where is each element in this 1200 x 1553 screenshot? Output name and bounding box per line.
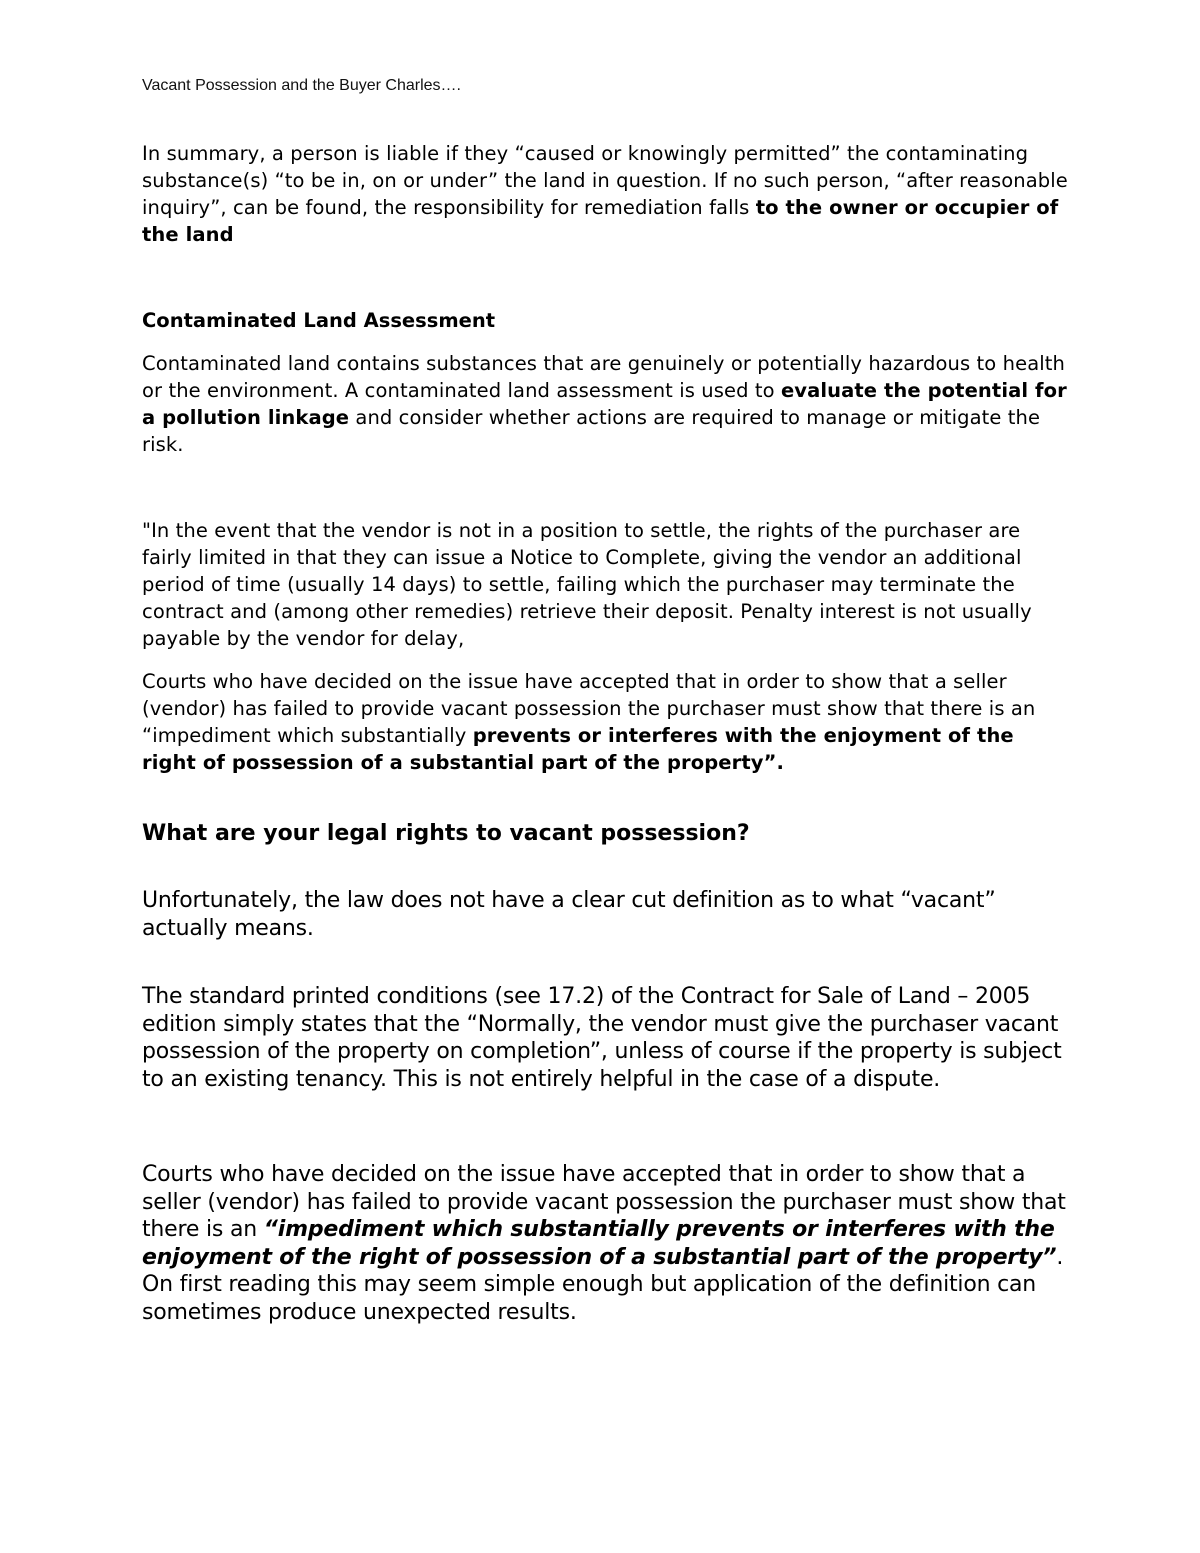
definition-paragraph: Unfortunately, the law does not have a clear cut definition as to what “vacant” actually means. xyxy=(142,888,996,941)
courts-long-text-b: . On first reading this may seem simple enough but application of the definition can sometimes produce unexpected results. xyxy=(142,1244,1064,1325)
assessment-heading: Contaminated Land Assessment xyxy=(142,309,496,332)
summary-paragraph xyxy=(142,140,1072,248)
summary-bold: to the owner or occupier of the land xyxy=(142,196,1059,246)
page-header: Vacant Possession and the Buyer Charles…. xyxy=(142,77,461,94)
quote-paragraph: "In the event that the vendor is not in a position to settle, the rights of the purchaser are fairly limited in that they can issue a Notice to Complete, giving the vendor an additional period of time (usually 14 days) to settle, failing which the purchaser may terminate the contract and (among other remedies) retrieve their deposit. Penalty interest is not usually payable by the vendor for delay, xyxy=(142,519,1032,650)
assessment-text-b: and consider whether actions are required to manage or mitigate the risk. xyxy=(142,406,1041,456)
assessment-paragraph xyxy=(142,350,1072,458)
assessment-bold: evaluate the potential for a pollution linkage xyxy=(142,379,1067,429)
summary-text: In summary, a person is liable if they “caused or knowingly permitted” the contaminating substance(s) “to be in, on or under” the land in question. If no such person, “after reasonable inquiry”, can be found, the responsibility for remediation falls xyxy=(142,142,1068,219)
conditions-paragraph: The standard printed conditions (see 17.2) of the Contract for Sale of Land – 2005 edition simply states that the “Normally, the vendor must give the purchaser vacant possession of the property on completion”, unless of course if the property is subject to an existing tenancy. This is not entirely helpful in the case of a dispute. xyxy=(142,984,1062,1092)
courts-long-paragraph xyxy=(142,1161,1072,1326)
courts-short-bold: prevents or interferes with the enjoyment of the right of possession of a substantial part of the property”. xyxy=(142,724,1014,774)
rights-heading: What are your legal rights to vacant possession? xyxy=(142,821,750,846)
courts-short-text: Courts who have decided on the issue have accepted that in order to show that a seller (vendor) has failed to provide vacant possession the purchaser must show that there is an “impediment which substantially xyxy=(142,670,1036,747)
courts-short-paragraph xyxy=(142,668,1072,776)
assessment-text-a: Contaminated land contains substances that are genuinely or potentially hazardous to health or the environment. A contaminated land assessment is used to xyxy=(142,352,1065,402)
courts-long-bold-italic: “impediment which substantially prevents or interferes with the enjoyment of the right of possession of a substantial part of the property” xyxy=(142,1217,1057,1270)
courts-long-text-a: Courts who have decided on the issue have accepted that in order to show that a seller (vendor) has failed to provide vacant possession the purchaser must show that there is an xyxy=(142,1162,1066,1242)
